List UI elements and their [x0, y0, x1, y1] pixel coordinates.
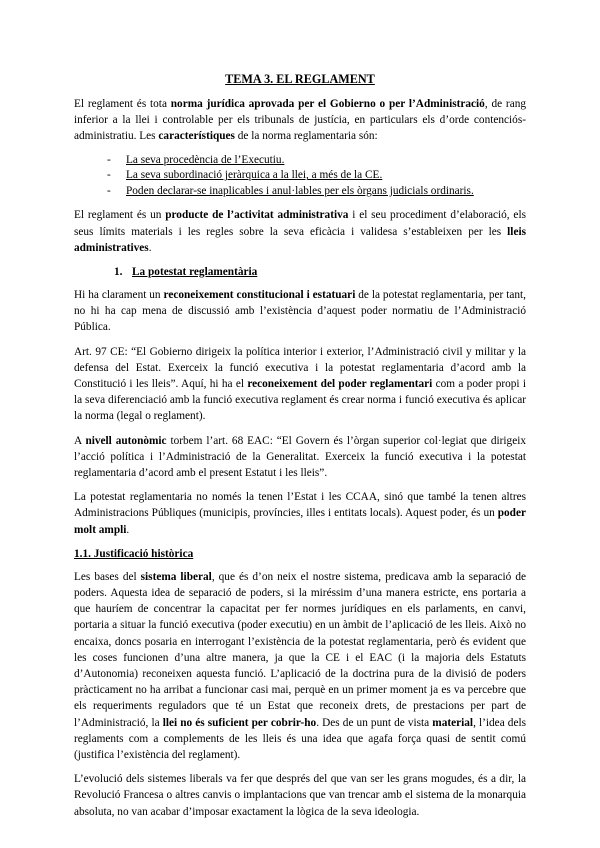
- page-title: TEMA 3. EL REGLAMENT: [225, 72, 375, 86]
- liberal-system-paragraph: Les bases del sistema liberal, que és d’on neix el nostre sistema, predicava amb la separació de poders. Aquesta idea de separació de poders, si la miréssim d’una manera estricte, ens portaria a que hauríem de concentrar la capacitat per fer normes jurídiques en els parlaments, en canvi, portaria a situar la funció executiva (poder executiu) en un àmbit de l’aplicació de les lleis. Això no encaixa, doncs posaria en interrogant l’existència de la potestat reglamentaria, però és evident que les coses funcionen d’una altre manera, ja que la CE i el EAC (i la majoria dels Estatuts d’Autonomia) reconeixen aquesta funció. L’aplicació de la doctrina pura de la divisió de poders pràcticament no ha arribat a funcionar casi mai, perquè en un primer moment ja es va percebre que els requeriments reguladors que té un Estat que reconeix drets, de prestacions per part de l’Administració, la llei no és suficient per cobrir-ho. Des de un punt de vista material, l’idea dels reglaments com a complements de les lleis és una idea que agafa força quasi de sentit comú (justifica l’existència del reglament).: [74, 570, 527, 762]
- section-heading-1-1: 1.1. Justificació històrica: [74, 547, 194, 560]
- intro-paragraph: El reglament és tota norma jurídica aprovada per el Gobierno o per l’Administració, de rang inferior a la llei i controlable per els tribunals de justícia, en particulars els d’orde contenciós-administratiu. Les característiques de la norma reglamentaria són:: [74, 98, 527, 143]
- list-item: - La seva subordinació jeràrquica a la llei, a més de la CE.: [107, 169, 383, 182]
- list-item: - Poden declarar-se inaplicables i anul·lables per els òrgans judicials ordinaris.: [107, 184, 474, 197]
- list-item: - La seva procedència de l’Executiu.: [107, 153, 285, 166]
- autonomic-paragraph: A nivell autonòmic torbem l’art. 68 EAC: “El Govern és l’òrgan superior col·legiat que dirigeix l’acció política i l’Administració de la Generalitat. Exerceix la funció executiva i la potestat reglamentaria d’acord amb el present Estatut i les lleis”.: [74, 434, 526, 480]
- product-paragraph: El reglament és un producte de l’activitat administrativa i el seu procediment d’elaboració, els seus límits materials i les regles sobre la seva eficàcia i validesa s’estableixen per les lleis administratives.: [74, 209, 526, 254]
- recognition-paragraph: Hi ha clarament un reconeixement constitucional i estatuari de la potestat reglamentaria, per tant, no hi ha cap mena de discussió amb l’existència d’aquest poder normatiu de l’Administració Pública.: [74, 289, 526, 334]
- broad-power-paragraph: La potestat reglamentaria no només la tenen l’Estat i les CCAA, sinó que també la tenen altres Administracions Públiques (municipis, províncies, illes i entitats locals). Aquest poder, és un poder molt ampli.: [74, 491, 526, 536]
- section-heading-1: 1. La potestat reglamentària: [114, 266, 258, 278]
- evolution-paragraph: L’evolució dels sistemes liberals va fer que després del que van ser les grans mogudes, és a dir, la Revolució Francesa o altres canvis o implantacions que van trencar amb el sistema de la monarquia absoluta, no van acabar d’imposar exactament la lògica de la seva ideologia.: [74, 773, 526, 818]
- characteristics-list: [74, 153, 526, 200]
- art97-paragraph: Art. 97 CE: “El Gobierno dirigeix la política interior i exterior, l’Administració civil y militar y la defensa del Estat. Exerceix la funció executiva i la potestat reglamentaria d’acord amb la Constitució i les lleis”. Aquí, hi ha el reconeixement del poder reglamentari com a poder propi i la seva diferenciació amb la funció executiva reglament és crear norma i funció executiva és aplicar la norma (legal o reglament).: [74, 345, 527, 423]
